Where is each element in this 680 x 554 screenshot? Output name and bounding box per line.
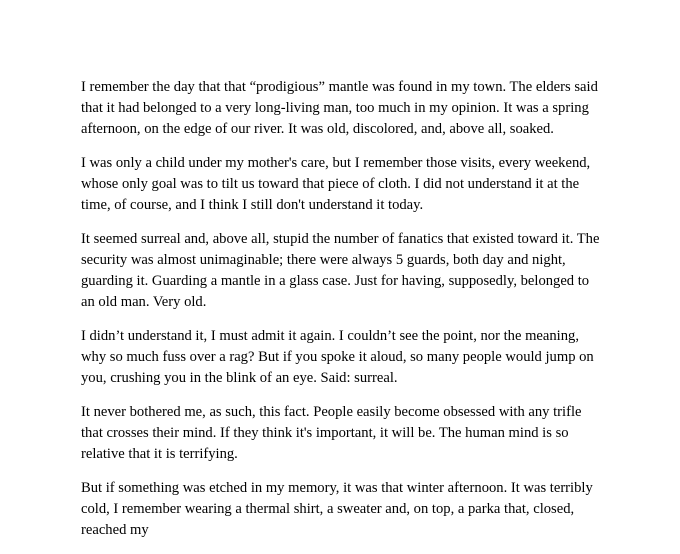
paragraph-1: I remember the day that that “prodigious” mantle was found in my town. The elders said that it had belonged to a very long-living man, too much in my opinion. It was a spring afternoon, on the edge of our river. It was old, discolored, and, above all, soaked. <box>81 79 598 137</box>
paragraph-3: It seemed surreal and, above all, stupid the number of fanatics that existed toward it. The security was almost unimaginable; there were always 5 guards, both day and night, guarding it. Guarding a mantle in a glass case. Just for having, supposedly, belonged to an old man. Very old. <box>81 231 600 310</box>
paragraph-5: It never bothered me, as such, this fact. People easily become obsessed with any trifle that crosses their mind. If they think it's important, it will be. The human mind is so relative that it is terrifying. <box>81 404 582 462</box>
paragraph-4: I didn’t understand it, I must admit it again. I couldn’t see the point, nor the meaning, why so much fuss over a rag? But if you spoke it aloud, so many people would jump on you, crushing you in the blink of an eye. Said: surreal. <box>81 328 594 386</box>
paragraph-6: But if something was etched in my memory, it was that winter afternoon. It was terribly cold, I remember wearing a thermal shirt, a sweater and, on top, a parka that, closed, reached my <box>81 480 593 538</box>
paragraph-2: I was only a child under my mother's care, but I remember those visits, every weekend, whose only goal was to tilt us toward that piece of cloth. I did not understand it at the time, of course, and I think I still don't understand it today. <box>81 155 591 213</box>
document-body <box>81 77 605 554</box>
